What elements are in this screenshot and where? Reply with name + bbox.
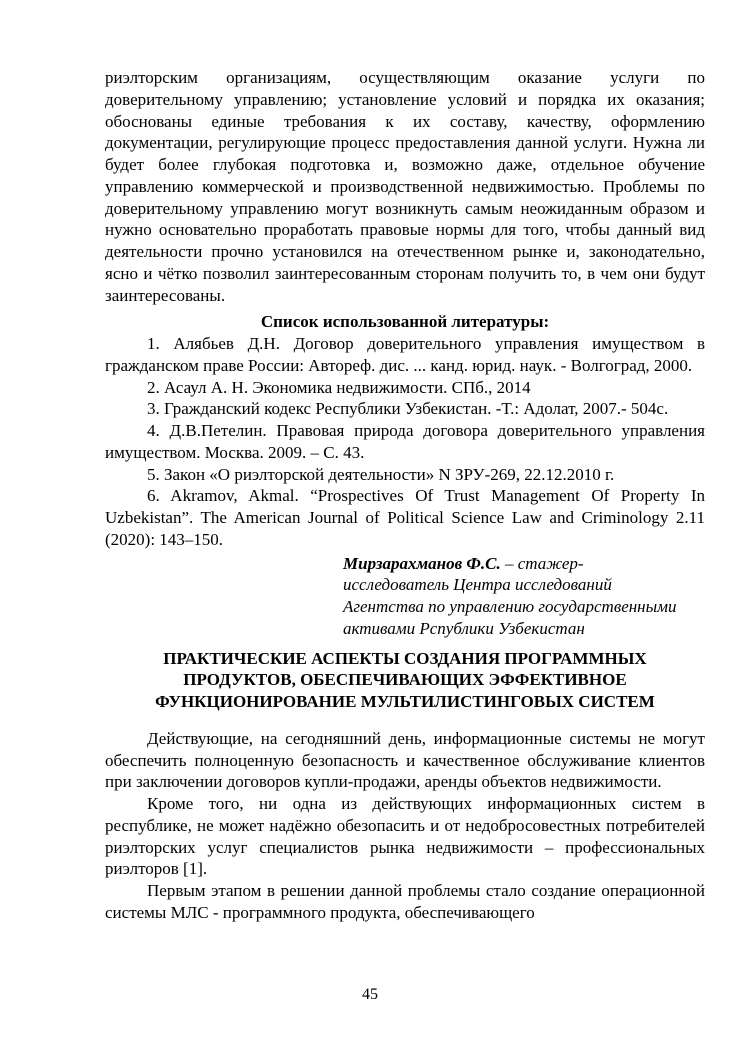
author-title-start: – стажер- (500, 553, 584, 573)
article-title: ПРАКТИЧЕСКИЕ АСПЕКТЫ СОЗДАНИЯ ПРОГРАММНЫХ ПРОДУКТОВ, ОБЕСПЕЧИВАЮЩИХ ЭФФЕКТИВНОЕ ФУНКЦИОНИРОВАНИЕ МУЛЬТИЛИСТИНГОВЫХ СИСТЕМ (155, 648, 655, 711)
reference-item: 3. Гражданский кодекс Республики Узбекистан. -Т.: Адолат, 2007.- 504с. (147, 399, 669, 419)
reference-item: 6. Akramov, Akmal. “Prospectives Of Trust Management Of Property In Uzbekistan”. The American Journal of Political Science Law and Criminology 2.11 (2020): 143–150. (105, 486, 705, 549)
references-list (105, 333, 705, 551)
author-line-4: активами Рспублики Узбекистан (343, 618, 585, 638)
author-line-1 (343, 553, 705, 575)
article-paragraph: Кроме того, ни одна из действующих информационных систем в республике, не может надёжно обезопасить и от недобросовестных потребителей риэлторских услуг специалистов рынка недвижимости – профессиональных риэлторов [1]. (105, 794, 705, 879)
article-paragraph: Первым этапом в решении данной проблемы стало создание операционной системы МЛС - программного продукта, обеспечивающего (105, 881, 705, 922)
reference-item: 4. Д.В.Петелин. Правовая природа договора доверительного управления имуществом. Москва. 2009. – С. 43. (105, 421, 705, 462)
continuation-paragraph: риэлторским организациям, осуществляющим оказание услуги по доверительному управлению; установление условий и порядка их оказания; обоснованы единые требования к их составу, качеству, оформлению документации, регулирующие процесс предоставления данной услуги. Нужна ли будет более глубокая подготовка и, возможно даже, отдельное обучение управлению коммерческой и производственной недвижимостью. Проблемы по доверительному управлению могут возникнуть самым неожиданным образом и нужно основательно проработать правовые нормы для того, чтобы данный вид деятельности прочно установился на отечественном рынке и, законодательно, ясно и чётко позволил заинтересованным сторонам получить то, в чем они будут заинтересованы. (105, 68, 705, 305)
author-line-3: Агентства по управлению государственными (343, 597, 677, 616)
author-block (343, 553, 705, 640)
author-name: Мирзарахманов Ф.С. (343, 553, 501, 573)
reference-item: 2. Асаул А. Н. Экономика недвижимости. СПб., 2014 (147, 377, 531, 397)
article-body (105, 728, 705, 924)
reference-item: 5. Закон «О риэлторской деятельности» N ЗРУ-269, 22.12.2010 г. (147, 464, 615, 484)
article-paragraph: Действующие, на сегодняшний день, информационные системы не могут обеспечить полноценную безопасность и качественное обслуживание клиентов при заключении договоров купли-продажи, аренды объектов недвижимости. (105, 728, 705, 792)
author-line-2: исследователь Центра исследований (343, 575, 612, 595)
reference-item: 1. Алябьев Д.Н. Договор доверительного управления имуществом в гражданском праве России: Автореф. дис. ... канд. юрид. наук. - Волгоград, 2000. (105, 334, 705, 375)
references-heading: Список использованной литературы: (260, 312, 550, 332)
page-number: 45 (362, 986, 378, 1003)
